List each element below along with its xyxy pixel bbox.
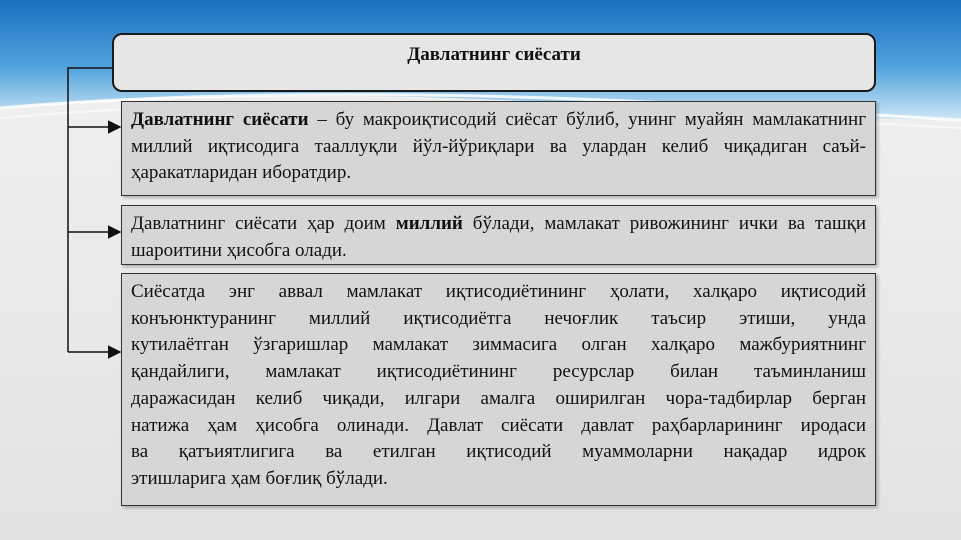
factors-line: қандайлиги, мамлакат иқтисодиётининг ресурслар билан таъминланиш xyxy=(131,361,866,383)
definition-panel xyxy=(121,101,876,196)
factors-line: ва қатъиятлигига ва етилган иқтисодий муаммоларни нақадар идрок xyxy=(131,441,866,463)
factors-line: конъюнктуранинг миллий иқтисодиётга нечоғлик таъсир этиши, унда xyxy=(131,307,866,329)
definition-text: – бу макроиқтисодий сиёсат бўлиб, унинг муайян мамлакатнинг миллий иқтисодига тааллуқли йўл-йўриқлари ва улардан келиб чиқадиган саъй-ҳаракатларидан иборатдир. xyxy=(131,109,866,183)
factors-line: Сиёсатда энг аввал мамлакат иқтисодиётининг ҳолати, халқаро иқтисодий xyxy=(131,281,866,302)
national-policy-bold: миллий xyxy=(395,213,463,234)
factors-line: натижа ҳам ҳисобга олинади. Давлат сиёсати давлат раҳбарларининг иродаси xyxy=(131,414,866,436)
factors-line: даражасидан келиб чиқади, илгари амалга оширилган чора-тадбирлар берган xyxy=(131,387,866,409)
national-policy-text-after: бўлади, мамлакат ривожининг ички ва ташқи шароитини ҳисобга олади. xyxy=(131,213,866,261)
factors-line: этишларига ҳам боғлиқ бўлади. xyxy=(131,467,388,489)
slide-title: Давлатнинг сиёсати xyxy=(407,44,581,65)
national-policy-panel xyxy=(121,205,876,265)
policy-factors-panel xyxy=(121,273,876,506)
slide-title-box xyxy=(112,33,876,92)
definition-term: Давлатнинг сиёсати xyxy=(131,109,309,130)
national-policy-text-before: Давлатнинг сиёсати ҳар доим xyxy=(131,213,396,234)
factors-line: кутилаётган ўзгаришлар мамлакат зиммасига олган халқаро мажбуриятнинг xyxy=(131,334,866,356)
